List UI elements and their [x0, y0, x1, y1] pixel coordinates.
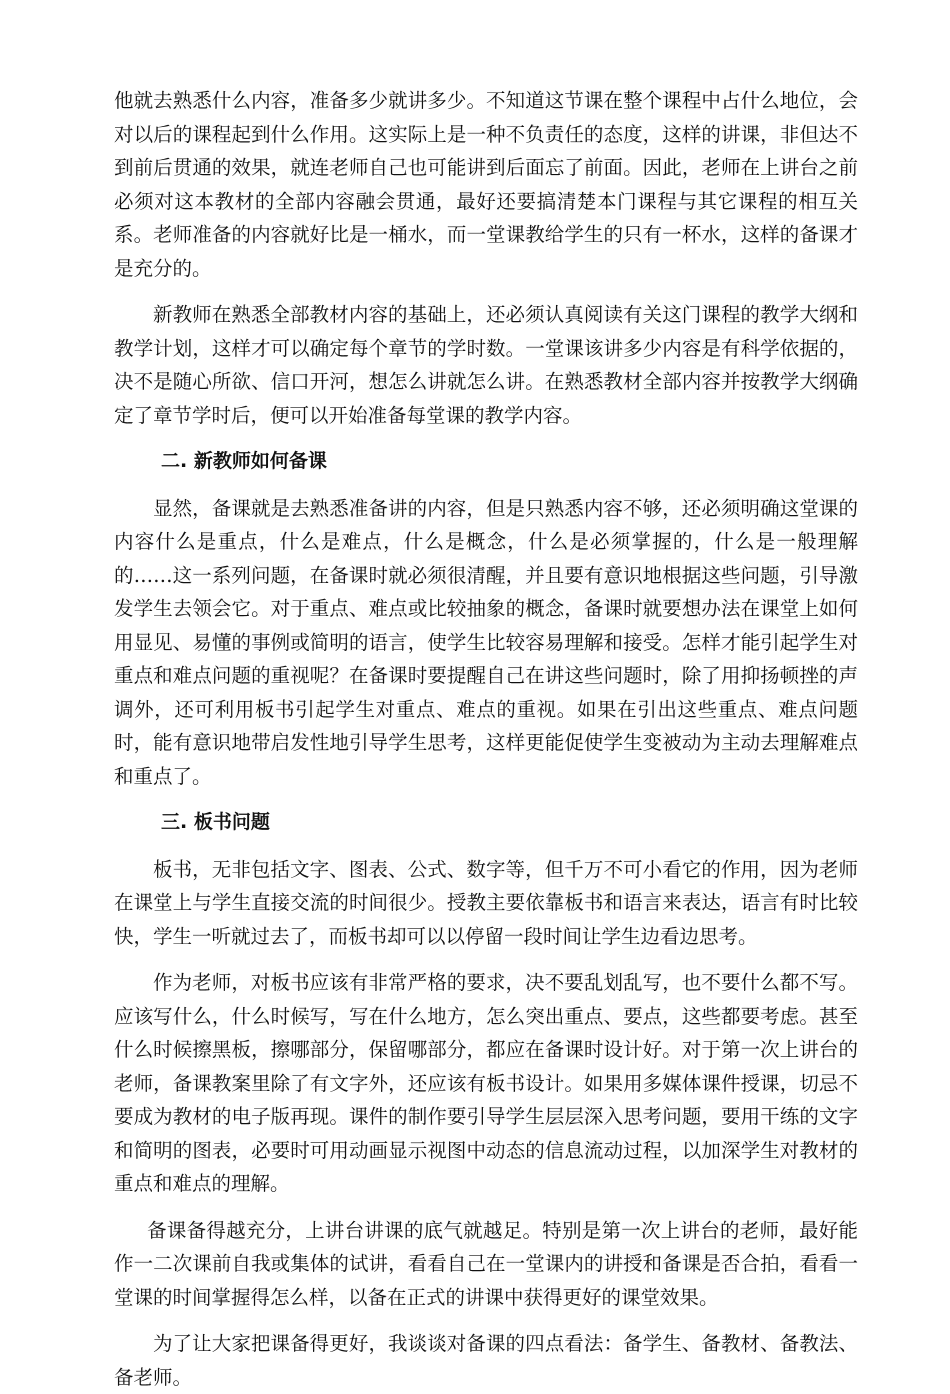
paragraph-1: 他就去熟悉什么内容，准备多少就讲多少。不知道这节课在整个课程中占什么地位，会对以后的课程起到什么作用。这实际上是一种不负责任的态度，这样的讲课，非但达不到前后贯通的效果，就连老师自己也可能讲到后面忘了前面。因此，老师在上讲台之前必须对这本教材的全部内容融会贯通，最好还要搞清楚本门课程与其它课程的相互关系。老师准备的内容就好比是一桶水，而一堂课教给学生的只有一杯水，这样的备课才是充分的。 [114, 89, 858, 280]
document-body [114, 84, 858, 1394]
paragraph-3: 显然，备课就是去熟悉准备讲的内容，但是只熟悉内容不够，还必须明确这堂课的内容什么是重点，什么是难点，什么是概念，什么是必须掌握的，什么是一般理解的……这一系列问题，在备课时就必须很清醒，并且要有意识地根据这些问题，引导激发学生去领会它。对于重点、难点或比较抽象的概念，备课时就要想办法在课堂上如何用显见、易懂的事例或简明的语言，使学生比较容易理解和接受。怎样才能引起学生对重点和难点问题的重视呢？在备课时要提醒自己在讲这些问题时，除了用抑扬顿挫的声调外，还可利用板书引起学生对重点、难点的重视。如果在引出这些重点、难点问题时，能有意识地带启发性地引导学生思考，这样更能促使学生变被动为主动去理解难点和重点了。 [114, 496, 858, 788]
paragraph-4: 板书，无非包括文字、图表、公式、数字等，但千万不可小看它的作用，因为老师在课堂上与学生直接交流的时间很少。授教主要依靠板书和语言来表达，语言有时比较快，学生一听就过去了，而板书却可以以停留一段时间让学生边看边思考。 [114, 857, 858, 948]
section-heading-2: 二. 新教师如何备课 [161, 450, 327, 472]
section-heading-3: 三. 板书问题 [161, 811, 270, 833]
paragraph-6: 备课备得越充分，上讲台讲课的底气就越足。特别是第一次上讲台的老师，最好能作一二次课前自我或集体的试讲，看看自己在一堂课内的讲授和备课是否合拍，看看一堂课的时间掌握得怎么样，以备在正式的讲课中获得更好的课堂效果。 [114, 1218, 858, 1309]
paragraph-5: 作为老师，对板书应该有非常严格的要求，决不要乱划乱写，也不要什么都不写。应该写什么，什么时候写，写在什么地方，怎么突出重点、要点，这些都要考虑。甚至什么时候擦黑板，擦哪部分，保留哪部分，都应在备课时设计好。对于第一次上讲台的老师，备课教案里除了有文字外，还应该有板书设计。如果用多媒体课件授课，切忌不要成为教材的电子版再现。课件的制作要引导学生层层深入思考问题，要用干练的文字和简明的图表，必要时可用动画显示视图中动态的信息流动过程，以加深学生对教材的重点和难点的理解。 [114, 971, 858, 1195]
paragraph-7: 为了让大家把课备得更好，我谈谈对备课的四点看法：备学生、备教材、备教法、备老师。 [114, 1332, 858, 1389]
paragraph-2: 新教师在熟悉全部教材内容的基础上，还必须认真阅读有关这门课程的教学大纲和教学计划，这样才可以确定每个章节的学时数。一堂课该讲多少内容是有科学依据的，决不是随心所欲、信口开河，想怎么讲就怎么讲。在熟悉教材全部内容并按教学大纲确定了章节学时后，便可以开始准备每堂课的教学内容。 [114, 303, 858, 427]
